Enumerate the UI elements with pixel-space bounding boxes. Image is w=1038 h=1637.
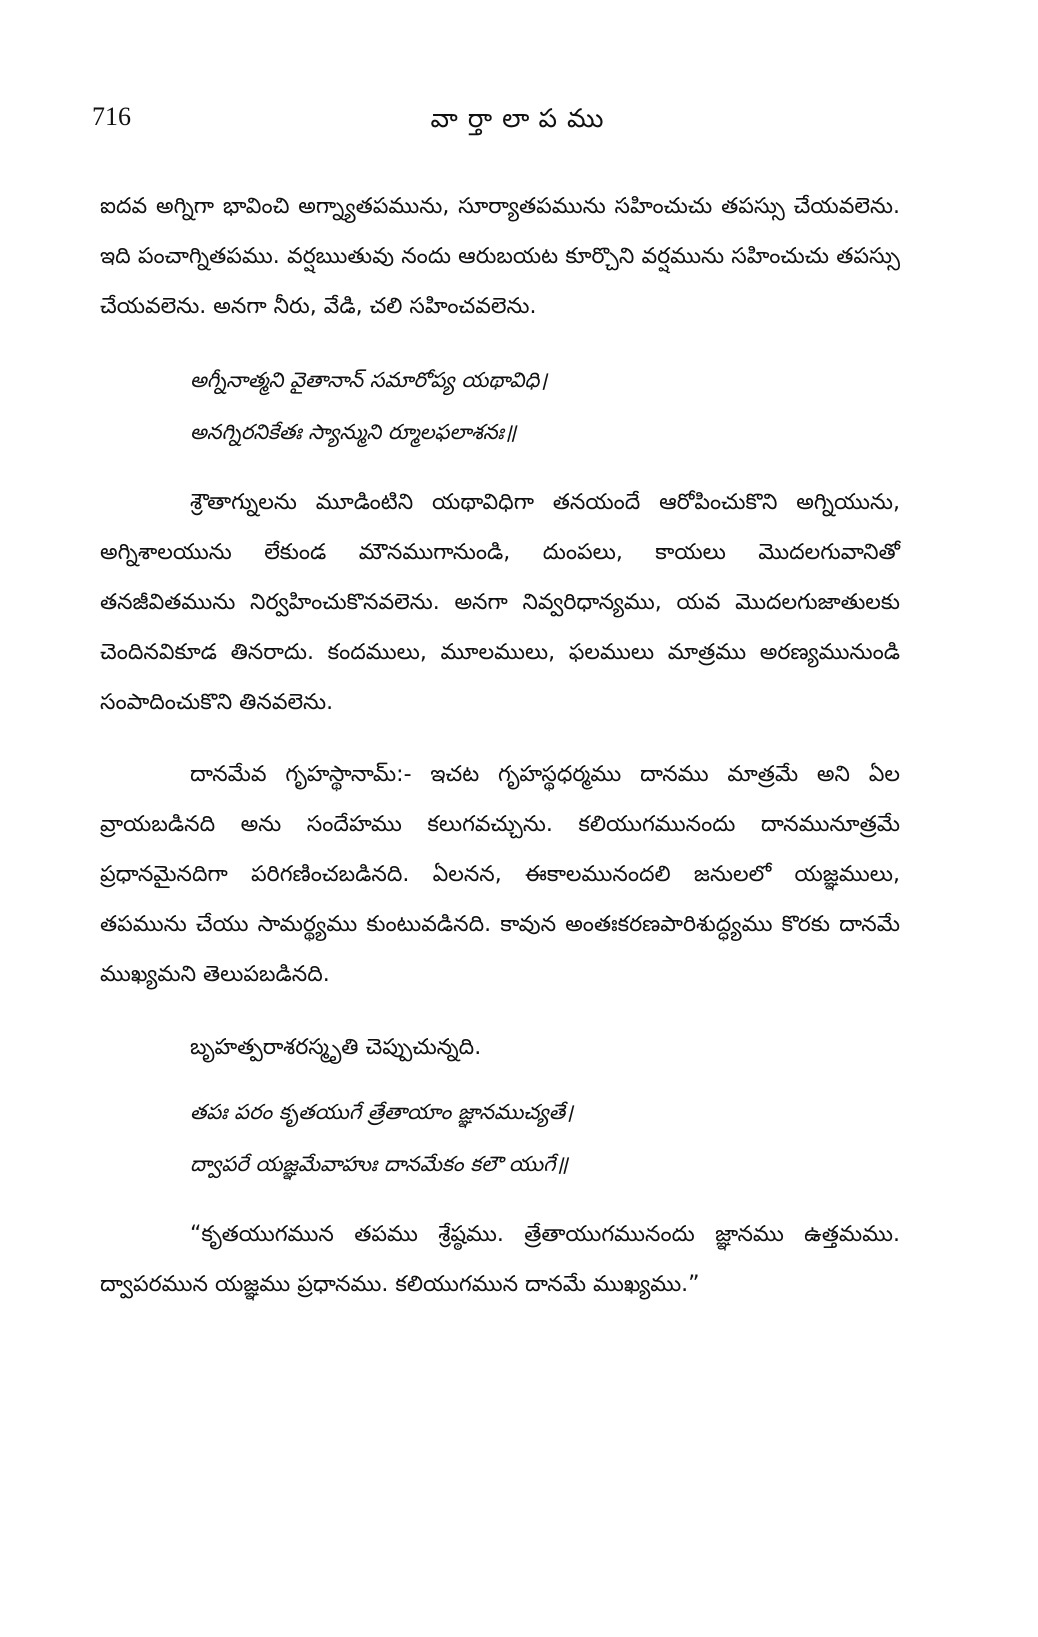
paragraph-2: శ్రౌతాగ్నులను మూడింటిని యథావిధిగా తనయందే ఆరోపించుకొని అగ్నియును, అగ్నిశాలయును లేకుండ మౌనముగానుండి, దుంపలు, కాయలు మొదలగువానితో తనజీవితమును నిర్వహించుకొనవలెను. అనగా నివ్వరిధాన్యము, యవ మొదలగుజాతులకు చెందినవికూడ తినరాదు. కందములు, మూలములు, ఫలములు మాత్రము అరణ్యమునుండి సంపాదించుకొని తినవలెను. — [100, 490, 900, 715]
verse-2-line-2: ద్వాపరే యజ్ఞమేవాహుః దానమేకం కలౌ యుగే॥ — [190, 1152, 568, 1176]
paragraph-1: ఐదవ అగ్నిగా భావించి అగ్న్యాతపమును, సూర్యాతపమును సహించుచు తపస్సు చేయవలెను. ఇది పంచాగ్నితపము. వర్షఋతువు నందు ఆరుబయట కూర్చొని వర్షమును సహించుచు తపస్సు చేయవలెను. అనగా నీరు, వేడి, చలి సహించవలెను. — [100, 194, 900, 319]
page-number: 716 — [92, 102, 131, 131]
verse-2-line-1: తపః పరం కృతయుగే త్రేతాయాం జ్ఞానముచ్యతే। — [190, 1100, 574, 1124]
paragraph-5: “కృతయుగమున తపము శ్రేష్ఠము. త్రేతాయుగమునందు జ్ఞానము ఉత్తమము. ద్వాపరమున యజ్ఞము ప్రధానము. కలియుగమున దానమే ముఖ్యము.” — [100, 1222, 900, 1297]
paragraph-3: దానమేవ గృహస్థానామ్:- ఇచట గృహస్థధర్మము దానము మాత్రమే అని ఏల వ్రాయబడినది అను సందేహము కలుగవచ్చును. కలియుగమునందు దానమునూత్రమే ప్రధానమైనదిగా పరిగణించబడినది. ఏలనన, ఈకాలమునందలి జనులలో యజ్ఞములు, తపమును చేయు సామర్థ్యము కుంటువడినది. కావున అంతఃకరణపారిశుద్ధ్యము కొరకు దానమే ముఖ్యమని తెలుపబడినది. — [100, 762, 900, 987]
verse-block-2 — [100, 1086, 900, 1190]
verse-block-1 — [100, 354, 900, 458]
verse-1-line-1: అగ్నీనాత్మని వైతానాన్ సమారోప్య యథావిధి। — [190, 368, 548, 392]
paragraph-4: బృహత్పరాశరస్మృతి చెప్పుచున్నది. — [190, 1035, 482, 1060]
running-title: వార్తాలాపము — [430, 104, 614, 134]
verse-1-line-2: అనగ్నిరనికేతః స్యాన్ముని ర్మూలఫలాశనః॥ — [190, 420, 517, 444]
body-text — [100, 182, 900, 1332]
page-header — [92, 102, 952, 142]
